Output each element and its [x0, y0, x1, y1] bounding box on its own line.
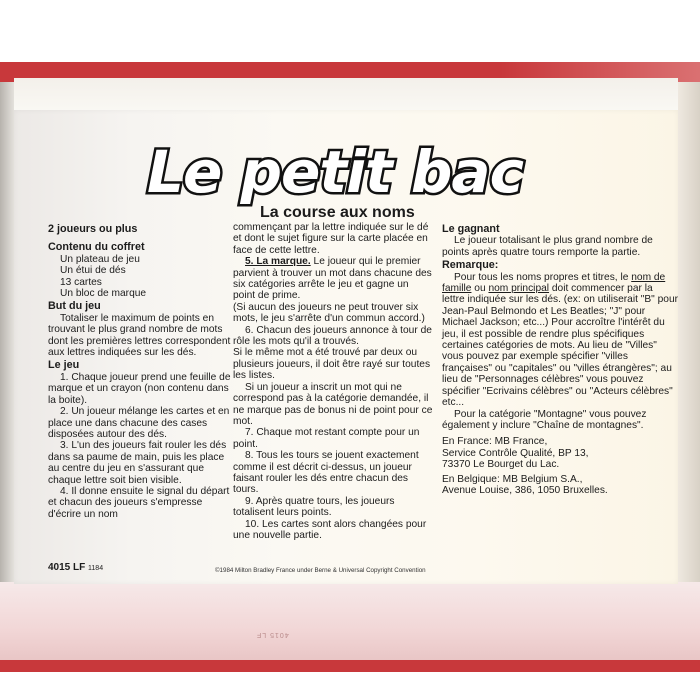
game-step: 3. L'un des joueurs fait rouler les dés dans sa paume de main, puis les place au centre du jeu en s'assurant que chaque lettre soit bien visible. — [48, 440, 227, 486]
step5-text: Le joueur qui le premier parvient à trouver un mot dans chacune des six catégories arrête le jeu et gagne un point de prime. — [233, 256, 432, 302]
winner-heading: Le gagnant — [442, 223, 500, 235]
goal-text: Totaliser le maximum de points en trouvant le plus grand nombre de mots dont les premières lettres correspondent aux lettres indiquées sur les dés. — [48, 312, 231, 359]
step5-title: 5. La marque. — [245, 256, 311, 268]
product-ref: 4015 LF 1184 — [48, 562, 104, 573]
game-step: 4. Il donne ensuite le signal du départ et chacun des joueurs s'empresse d'écrire un nom — [48, 485, 230, 520]
contents-item: Un plateau de jeu — [60, 253, 140, 265]
game-logo — [147, 124, 523, 214]
step5-note: (Si aucun des joueurs ne peut trouver six mots, le jeu s'arrête d'un commun accord.) — [233, 301, 425, 325]
remark-heading: Remarque: — [442, 259, 499, 272]
logo-title: Le petit bac — [147, 138, 523, 206]
goal-heading: But du jeu — [48, 300, 101, 313]
column-1 — [48, 222, 234, 520]
belgium-address: En Belgique: MB Belgium S.A., — [442, 473, 583, 485]
contents-item: Un bloc de marque — [60, 288, 147, 300]
winner-text: Le joueur totalisant le plus grand nombre de points après quatre tours remporte la partie. — [442, 235, 653, 258]
step8-text: 8. Tous les tours se jouent exactement comme il est décrit ci-dessus, un joueur faisant rouler les dés entre chacun des tours. — [233, 450, 419, 496]
box-wall-bottom — [0, 582, 700, 660]
column-2 — [233, 222, 433, 541]
step6-text: 6. Chacun des joueurs annonce à tour de rôle les mots qu'il a trouvés. — [233, 324, 432, 348]
box-bottom-print: 4015 LF — [256, 631, 289, 638]
contents-item: Un étui de dés — [60, 265, 126, 277]
step4-continuation: commençant par la lettre indiquée sur le dé et dont le sujet figure sur la carte placée en face de cette lettre. — [233, 222, 429, 256]
france-address: 73370 Le Bourget du Lac. — [442, 459, 560, 471]
box-wall-right — [678, 82, 700, 657]
step10-text: 10. Les cartes sont alors changées pour une nouvelle partie. — [233, 518, 427, 541]
logo-subtitle: La course aux noms — [260, 204, 415, 221]
remark-mountain: Pour la catégorie "Montagne" vous pouvez également y inclure "Chaîne de montagnes". — [442, 408, 647, 431]
players-heading: 2 joueurs ou plus — [48, 223, 138, 235]
france-address: Service Contrôle Qualité, BP 13, — [442, 447, 589, 459]
step9-text: 9. Après quatre tours, les joueurs totalisent leurs points. — [233, 495, 395, 519]
copyright-notice: ©1984 Milton Bradley France under Berne & Universal Copyright Convention — [215, 567, 426, 574]
contents-heading: Contenu du coffret — [48, 241, 145, 254]
france-address: En France: MB France, — [442, 436, 548, 448]
box-wall-left — [0, 82, 14, 652]
game-heading: Le jeu — [48, 359, 80, 372]
column-3 — [442, 222, 678, 496]
step7-text: 7. Chaque mot restant compte pour un point. — [233, 427, 420, 450]
belgium-address: Avenue Louise, 386, 1050 Bruxelles. — [442, 484, 608, 496]
step6-duplicate-rule: Si le même mot a été trouvé par deux ou plusieurs joueurs, il doit être rayé sur toutes les listes. — [233, 347, 431, 382]
step6-category-rule: Si un joueur a inscrit un mot qui ne correspond pas à la catégorie demandée, il ne marque pas de bonus ni de point pour ce mot. — [233, 381, 433, 427]
game-step: 2. Un joueur mélange les cartes et en place une dans chacune des cases disposées autour des dés. — [48, 406, 230, 440]
remark-text: Pour tous les noms propres et titres, le nom de famille ou nom principal doit commencer par la lettre indiquée sur les dés. (ex: on utiliserait "B" pour Jean-Paul Belmondo et Les Beatles; "J" pour Michael Jackson; etc...) Pour accroître l'intérêt du jeu, il est possible de rendre plus spécifiques certaines catégories de mots. Au lieu de "Villes" vous pouvez par exemple spécifier "villes françaises" ou "capitales" ou "villes étrangères"; au lieu de "Personnages célèbres" vous pouvez spécifier "Ecrivains célèbres" ou "Acteurs célèbres" etc... — [442, 271, 679, 409]
contents-item: 13 cartes — [60, 276, 102, 288]
game-step: 1. Chaque joueur prend une feuille de marque et un crayon (non contenu dans la boite). — [48, 371, 231, 406]
remark-underlined: nom principal — [488, 283, 550, 295]
remark-underlined: nom de famille — [442, 271, 666, 295]
